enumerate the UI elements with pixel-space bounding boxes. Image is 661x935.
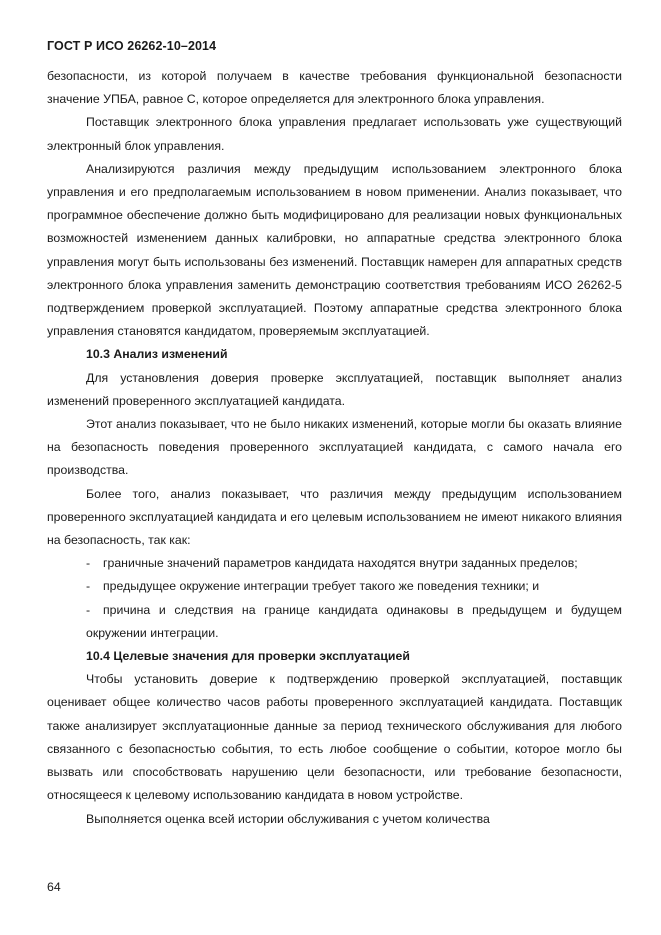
section-heading-10-3: 10.3 Анализ изменений: [86, 347, 228, 362]
list-item: [47, 552, 622, 575]
section-heading-10-4: 10.4 Целевые значения для проверки эксплуатацией: [86, 649, 410, 664]
paragraph: Анализируются различия между предыдущим использованием электронного блока управления и его предполагаемым использованием в новом применении. Анализ показывает, что программное обеспечение должно быть модифицировано для реализации новых функциональных возможностей изменением данных калибровки, но аппаратные средства электронного блока управления могут быть использованы без изменений. Поставщик намерен для аппаратных средств электронного блока управления заменить демонстрацию соответствия требованиям ИСО 26262-5 подтверждением проверкой эксплуатацией. Поэтому аппаратные средства электронного блока управления становятся кандидатом, проверяемым эксплуатацией.: [47, 161, 622, 339]
list-item-text: граничные значений параметров кандидата находятся внутри заданных пределов;: [103, 556, 578, 571]
list-dash: -: [86, 602, 91, 617]
list-dash: -: [86, 556, 91, 571]
list-dash: -: [86, 579, 91, 594]
list-item: [47, 575, 622, 598]
paragraph: Поставщик электронного блока управления предлагает использовать уже существующий электронный блок управления.: [47, 115, 622, 153]
paragraph: Более того, анализ показывает, что различия между предыдущим использованием проверенного эксплуатацией кандидата и его целевым использованием не имеют никакого влияния на безопасность, так как:: [47, 486, 622, 548]
list-item: [47, 599, 622, 645]
list-item-text: причина и следствия на границе кандидата одинаковы в предыдущем и будущем окружении интеграции.: [86, 602, 622, 640]
document-body: [47, 65, 622, 831]
paragraph: Выполняется оценка всей истории обслуживания с учетом количества: [86, 811, 490, 826]
paragraph: Для установления доверия проверке эксплуатацией, поставщик выполняет анализ изменений проверенного эксплуатацией кандидата.: [47, 370, 622, 408]
list-item-text: предыдущее окружение интеграции требует такого же поведения техники; и: [103, 579, 540, 594]
paragraph: Чтобы установить доверие к подтверждению проверкой эксплуатацией, поставщик оценивает общее количество часов работы проверенного эксплуатацией кандидата. Поставщик также анализирует эксплуатационные данные за период технического обслуживания для любого связанного с безопасностью события, то есть любое сообщение о событии, которое могло бы вызвать или способствовать нарушению цели безопасности, или требование безопасности, относящееся к целевому использованию кандидата в новом устройстве.: [47, 672, 622, 803]
paragraph: Этот анализ показывает, что не было никаких изменений, которые могли бы оказать влияние на безопасность поведения проверенного эксплуатацией кандидата, с самого начала его производства.: [47, 417, 622, 478]
document-header: ГОСТ Р ИСО 26262-10–2014: [47, 39, 217, 53]
page-number: 64: [47, 880, 61, 894]
paragraph-continued: безопасности, из которой получаем в качестве требования функциональной безопасности значение УПБА, равное С, которое определяется для электронного блока управления.: [47, 69, 622, 107]
